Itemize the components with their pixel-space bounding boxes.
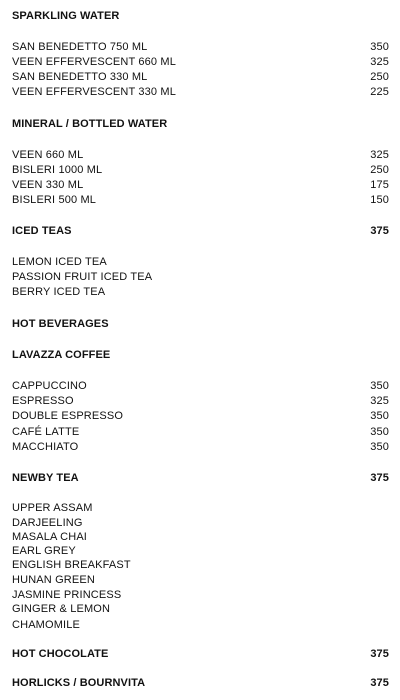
menu-item (12, 574, 389, 586)
item-name: MACCHIATO (12, 441, 79, 453)
section-heading-mineral-water (12, 118, 389, 130)
menu-item (12, 179, 389, 191)
item-name: MASALA CHAI (12, 531, 88, 543)
section-title: HOT BEVERAGES (12, 318, 109, 330)
menu-item (12, 395, 389, 407)
section-price: 375 (370, 225, 389, 237)
item-name: VEEN 660 ML (12, 149, 84, 161)
section-price: 375 (370, 648, 389, 660)
menu-item (12, 56, 389, 68)
menu-item (12, 194, 389, 206)
item-name: ENGLISH BREAKFAST (12, 559, 131, 571)
menu-item (12, 149, 389, 161)
menu-item (12, 426, 389, 438)
menu-item (12, 41, 389, 53)
item-price: 350 (370, 441, 389, 453)
section-title: LAVAZZA COFFEE (12, 349, 111, 361)
menu-item (12, 410, 389, 422)
item-name: CAFÉ LATTE (12, 426, 80, 438)
item-price: 325 (370, 56, 389, 68)
item-price: 325 (370, 149, 389, 161)
section-heading-hot-chocolate (12, 648, 389, 660)
item-name: BISLERI 1000 ML (12, 164, 103, 176)
item-price: 250 (370, 71, 389, 83)
section-price: 375 (370, 677, 389, 689)
section-heading-hot-beverages (12, 318, 389, 330)
item-price: 350 (370, 41, 389, 53)
item-name: HUNAN GREEN (12, 574, 95, 586)
item-name: DARJEELING (12, 517, 83, 529)
item-price: 350 (370, 410, 389, 422)
item-price: 225 (370, 86, 389, 98)
menu-item (12, 517, 389, 529)
item-name: VEEN 330 ML (12, 179, 84, 191)
menu-item (12, 441, 389, 453)
section-title: SPARKLING WATER (12, 10, 120, 22)
item-name: BERRY ICED TEA (12, 286, 106, 298)
item-name: CHAMOMILE (12, 619, 80, 631)
item-name: EARL GREY (12, 545, 76, 557)
item-name: SAN BENEDETTO 330 ML (12, 71, 148, 83)
section-heading-sparkling-water (12, 10, 389, 22)
item-price: 325 (370, 395, 389, 407)
item-price: 150 (370, 194, 389, 206)
item-name: VEEN EFFERVESCENT 660 ML (12, 56, 176, 68)
section-title: MINERAL / BOTTLED WATER (12, 118, 168, 130)
item-price: 175 (370, 179, 389, 191)
menu-item (12, 271, 389, 283)
menu-item (12, 380, 389, 392)
item-name: UPPER ASSAM (12, 502, 93, 514)
menu-item (12, 559, 389, 571)
section-heading-newby-tea (12, 472, 389, 484)
item-name: ESPRESSO (12, 395, 74, 407)
item-name: JASMINE PRINCESS (12, 589, 122, 601)
item-name: CAPPUCCINO (12, 380, 87, 392)
item-price: 250 (370, 164, 389, 176)
section-title: HOT CHOCOLATE (12, 648, 109, 660)
section-title: NEWBY TEA (12, 472, 79, 484)
menu-item (12, 589, 389, 601)
section-heading-iced-teas (12, 225, 389, 237)
menu-item (12, 603, 389, 615)
menu-item (12, 71, 389, 83)
item-name: LEMON ICED TEA (12, 256, 107, 268)
menu-item (12, 286, 389, 298)
menu-item (12, 619, 389, 631)
item-name: PASSION FRUIT ICED TEA (12, 271, 153, 283)
menu-item (12, 502, 389, 514)
item-name: SAN BENEDETTO 750 ML (12, 41, 148, 53)
menu-item (12, 531, 389, 543)
section-heading-horlicks-bournvita (12, 677, 389, 689)
menu-item (12, 86, 389, 98)
section-title: ICED TEAS (12, 225, 72, 237)
section-title: HORLICKS / BOURNVITA (12, 677, 146, 689)
item-name: GINGER & LEMON (12, 603, 111, 615)
item-price: 350 (370, 426, 389, 438)
section-price: 375 (370, 472, 389, 484)
item-name: DOUBLE ESPRESSO (12, 410, 124, 422)
menu-item (12, 256, 389, 268)
item-name: BISLERI 500 ML (12, 194, 97, 206)
section-heading-lavazza-coffee (12, 349, 389, 361)
item-name: VEEN EFFERVESCENT 330 ML (12, 86, 176, 98)
menu-item (12, 545, 389, 557)
menu-item (12, 164, 389, 176)
item-price: 350 (370, 380, 389, 392)
